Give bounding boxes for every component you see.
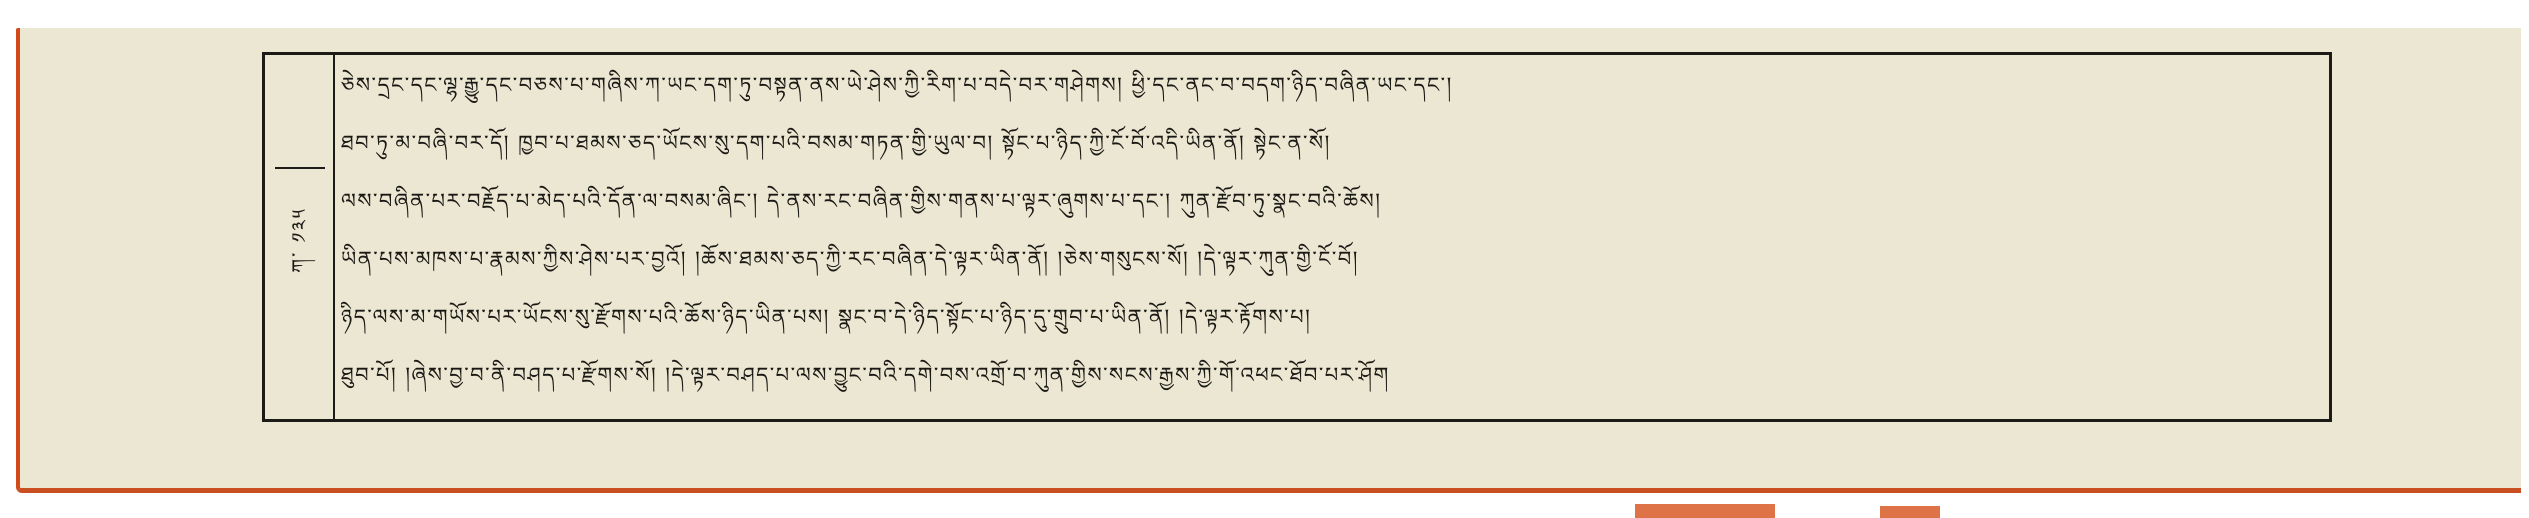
text-line-1: ཅེས་དྲང་དང་ལྷ་རྒྱུ་དང་བཅས་པ་གཞིས་ཀ་ཡང་དག་ཏུ་བསྟན་ནས་ཡེ་ཤེས་ཀྱི་རིག་པ་བདེ་བར་གཤེགས། ཕྱི་དང་ནང་བ་བདག་ཉིད་བཞིན་ཡང་དང་། — [341, 73, 1453, 97]
red-seal-mark — [1635, 504, 1775, 518]
text-frame — [262, 52, 2332, 422]
margin-column — [265, 55, 335, 419]
text-line-5: ཉིད་ལས་མ་གཡོས་པར་ཡོངས་སུ་རྫོགས་པའི་ཆོས་ཉིད་ཡིན་པས། སྣང་བ་དེ་ཉིད་སྟོང་པ་ཉིད་དུ་གྲུབ་པ་ཡིན་ནོ། །དེ་ལྟར་རྟོགས་པ། — [341, 305, 1312, 329]
text-line-3: ལས་བཞིན་པར་བརྗོད་པ་མེད་པའི་དོན་ལ་བསམ་ཞིང་། དེ་ནས་རང་བཞིན་གྱིས་གནས་པ་ལྟར་ཞུགས་པ་དང་། ཀུན་རྫོབ་ཏུ་སྣང་བའི་ཆོས། — [341, 189, 1382, 213]
text-line-4: ཡིན་པས་མཁས་པ་རྣམས་ཀྱིས་ཤེས་པར་བྱའོ། །ཆོས་ཐམས་ཅད་ཀྱི་རང་བཞིན་དེ་ལྟར་ཡིན་ནོ། །ཅེས་གསུངས་སོ། །དེ་ལྟར་ཀུན་གྱི་ངོ་བོ། — [341, 247, 1359, 271]
margin-divider — [275, 167, 325, 169]
margin-label: ཀ་ ༡༣༥ — [287, 207, 311, 273]
text-body — [341, 63, 2317, 411]
red-seal-mark-secondary — [1880, 506, 1940, 518]
text-line-2: ཐབ་ཏུ་མ་བཞི་བར་དོ། ཁྱབ་པ་ཐམས་ཅད་ཡོངས་སུ་དག་པའི་བསམ་གཏན་གྱི་ཡུལ་བ། སྟོང་པ་ཉིད་ཀྱི་ངོ་བོ་འདི་ཡིན་ནོ། སྟེང་ན་སོ། — [341, 131, 1331, 155]
text-line-6: ཐུབ་པོ། །ཞེས་བྱ་བ་ནི་བཤད་པ་རྫོགས་སོ། །དེ་ལྟར་བཤད་པ་ལས་བྱུང་བའི་དགེ་བས་འགྲོ་བ་ཀུན་གྱིས་སངས་རྒྱས་ཀྱི་གོ་འཕང་ཐོབ་པར་ཤོག — [341, 363, 1390, 387]
